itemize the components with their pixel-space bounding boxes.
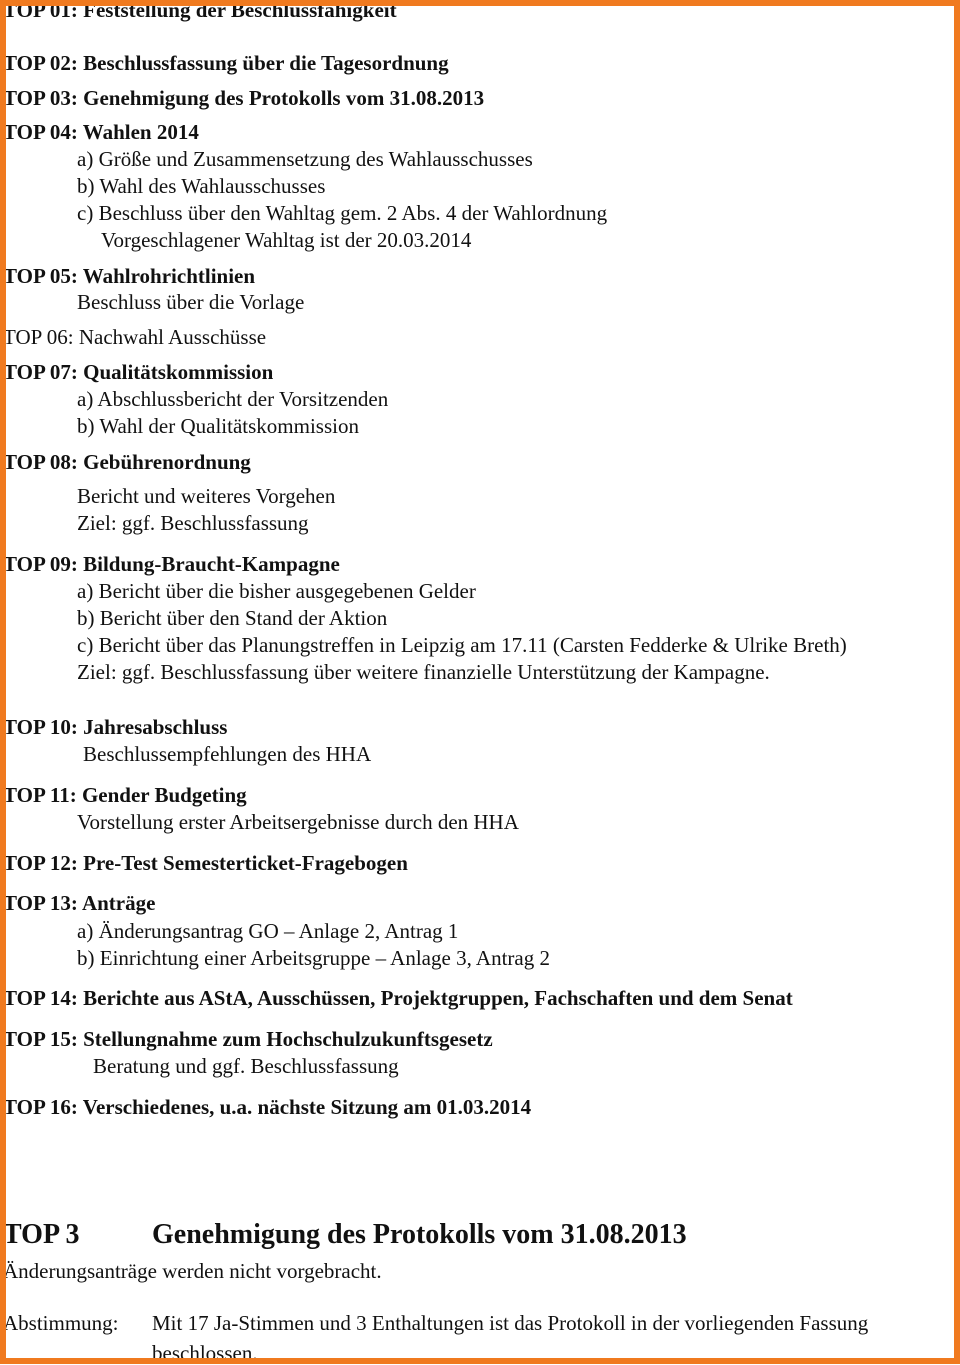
agenda-subitem: Vorstellung erster Arbeitsergebnisse durch den HHA: [77, 810, 519, 834]
agenda-subitem: a) Bericht über die bisher ausgegebenen Gelder: [77, 579, 476, 603]
agenda-item-top10: TOP 10: Jahresabschluss: [3, 715, 228, 739]
agenda-subitem: b) Wahl der Qualitätskommission: [77, 414, 359, 438]
section-number: TOP 3: [3, 1219, 80, 1250]
agenda-subitem: b) Bericht über den Stand der Aktion: [77, 606, 388, 630]
vote-text-continued: beschlossen.: [152, 1341, 258, 1365]
agenda-subitem: a) Größe und Zusammensetzung des Wahlausschusses: [77, 147, 533, 171]
agenda-item-top14: TOP 14: Berichte aus AStA, Ausschüssen, Projektgruppen, Fachschaften und dem Senat: [3, 986, 793, 1010]
agenda-item-top03: TOP 03: Genehmigung des Protokolls vom 31.08.2013: [3, 86, 485, 110]
agenda-subitem: Beschluss über die Vorlage: [77, 290, 305, 314]
agenda-subitem: c) Bericht über das Planungstreffen in Leipzig am 17.11 (Carsten Fedderke & Ulrike Breth): [77, 633, 847, 657]
agenda-item-top02: TOP 02: Beschlussfassung über die Tagesordnung: [3, 51, 449, 75]
agenda-item-top15: TOP 15: Stellungnahme zum Hochschulzukunftsgesetz: [3, 1027, 493, 1051]
section-note: Änderungsanträge werden nicht vorgebracht.: [3, 1259, 382, 1283]
agenda-item-top16: TOP 16: Verschiedenes, u.a. nächste Sitzung am 01.03.2014: [3, 1095, 532, 1119]
agenda-subitem: Beratung und ggf. Beschlussfassung: [93, 1054, 399, 1078]
agenda-subitem: a) Änderungsantrag GO – Anlage 2, Antrag 1: [77, 919, 459, 943]
agenda-subitem: Beschlussempfehlungen des HHA: [83, 742, 372, 766]
agenda-item-top06: TOP 06: Nachwahl Ausschüsse: [3, 325, 267, 349]
agenda-item-top09: TOP 09: Bildung-Braucht-Kampagne: [3, 552, 340, 576]
agenda-subitem-note: Vorgeschlagener Wahltag ist der 20.03.2014: [101, 228, 472, 252]
agenda-subitem: b) Wahl des Wahlausschusses: [77, 174, 326, 198]
agenda-subitem: a) Abschlussbericht der Vorsitzenden: [77, 387, 389, 411]
agenda-subitem: b) Einrichtung einer Arbeitsgruppe – Anlage 3, Antrag 2: [77, 946, 550, 970]
vote-label: Abstimmung:: [3, 1311, 119, 1335]
agenda-item-top04: TOP 04: Wahlen 2014: [3, 120, 199, 144]
agenda-subitem: Ziel: ggf. Beschlussfassung: [77, 511, 309, 535]
section-title: Genehmigung des Protokolls vom 31.08.2013: [152, 1219, 687, 1250]
agenda-item-top12: TOP 12: Pre-Test Semesterticket-Fragebogen: [3, 851, 408, 875]
agenda-subitem: Bericht und weiteres Vorgehen: [77, 484, 336, 508]
vote-text: Mit 17 Ja-Stimmen und 3 Enthaltungen ist das Protokoll in der vorliegenden Fassung: [152, 1311, 869, 1335]
agenda-item-top13: TOP 13: Anträge: [3, 891, 156, 915]
agenda-subitem-goal: Ziel: ggf. Beschlussfassung über weitere finanzielle Unterstützung der Kampagne.: [77, 660, 770, 684]
agenda-item-top01: TOP 01: Feststellung der Beschlussfähigkeit: [3, 0, 397, 22]
agenda-item-top05: TOP 05: Wahlrohrichtlinien: [3, 264, 256, 288]
agenda-item-top11: TOP 11: Gender Budgeting: [3, 783, 247, 807]
agenda-item-top07: TOP 07: Qualitätskommission: [3, 360, 274, 384]
agenda-subitem: c) Beschluss über den Wahltag gem. 2 Abs. 4 der Wahlordnung: [77, 201, 608, 225]
agenda-item-top08: TOP 08: Gebührenordnung: [3, 450, 251, 474]
